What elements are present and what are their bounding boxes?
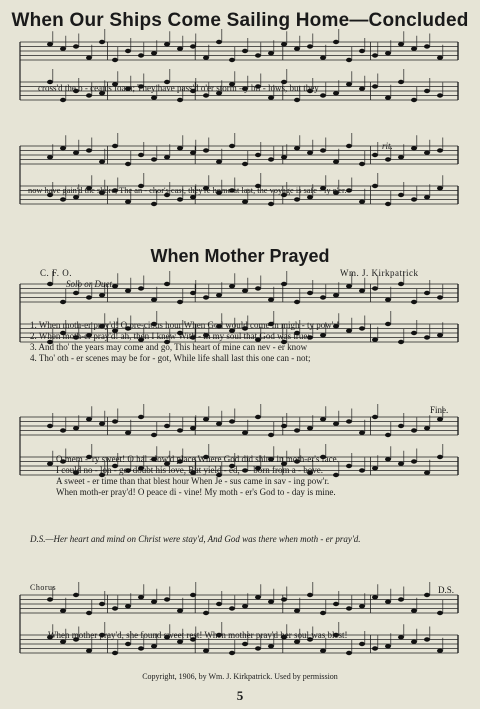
chorus-lyric: When mother pray'd, she found sweet rest! When mother pray'd her soul was blest! (48, 630, 348, 640)
note-head (164, 597, 170, 601)
note-head (333, 293, 339, 297)
note-head (398, 635, 404, 639)
note-head (346, 606, 352, 610)
note-head (216, 293, 222, 297)
note-head (216, 422, 222, 426)
note-head (125, 642, 131, 646)
note-head (47, 597, 53, 601)
note-head (385, 322, 391, 326)
rit-mark: rit. (382, 141, 393, 151)
note-head (437, 148, 443, 152)
note-head (164, 155, 170, 159)
note-head (203, 649, 209, 653)
note-head (177, 428, 183, 432)
note-head (138, 415, 144, 419)
note-head (346, 58, 352, 62)
note-head (151, 433, 157, 437)
note-head (125, 604, 131, 608)
lyric-line-1: cross'd the o - cean's foam; They have pass'd o'er storm - y bil - lows, but they (38, 83, 319, 93)
note-head (281, 424, 287, 428)
note-head (359, 468, 365, 472)
note-head (112, 284, 118, 288)
note-head (385, 433, 391, 437)
note-head (164, 42, 170, 46)
note-head (177, 146, 183, 150)
note-head (86, 148, 92, 152)
note-head (216, 602, 222, 606)
note-head (177, 300, 183, 304)
note-head (151, 600, 157, 604)
note-head (398, 42, 404, 46)
verse-line: O mem - 'ry sweet! O hal - low'd place Where God did shine in moth-er's face. (56, 454, 339, 464)
note-head (255, 415, 261, 419)
note-head (346, 419, 352, 423)
note-head (294, 146, 300, 150)
note-head (437, 611, 443, 615)
note-head (372, 466, 378, 470)
note-head (125, 49, 131, 53)
ds-mark: D.S. (438, 585, 455, 595)
note-head (203, 148, 209, 152)
note-head (346, 464, 352, 468)
note-head (385, 457, 391, 461)
note-head (99, 40, 105, 44)
note-head (242, 604, 248, 608)
note-head (385, 600, 391, 604)
note-head (190, 593, 196, 597)
note-head (151, 157, 157, 161)
performance-note: Solo or Duet (66, 279, 112, 289)
note-head (229, 651, 235, 655)
note-head (346, 651, 352, 655)
note-head (242, 289, 248, 293)
note-head (411, 459, 417, 463)
note-head (346, 284, 352, 288)
note-head (177, 98, 183, 102)
note-head (346, 144, 352, 148)
note-head (372, 415, 378, 419)
note-head (99, 422, 105, 426)
note-head (385, 298, 391, 302)
note-head (60, 300, 66, 304)
note-head (294, 428, 300, 432)
note-head (229, 58, 235, 62)
note-head (320, 148, 326, 152)
note-head (177, 609, 183, 613)
note-head (281, 155, 287, 159)
note-head (398, 155, 404, 159)
note-head (437, 417, 443, 421)
note-head (151, 644, 157, 648)
composer-credit: Wm. J. Kirkpatrick (340, 268, 419, 278)
verse-line: 1. When moth-er pray'd! O pre-cious hour When God would come in migh - ty pow'r! (30, 320, 340, 330)
note-head (151, 96, 157, 100)
note-head (424, 593, 430, 597)
song-title-mother: When Mother Prayed (150, 246, 330, 266)
note-head (73, 426, 79, 430)
verse-line: When moth-er pray'd! O peace di - vine! My moth - er's God to - day is mine. (56, 487, 336, 497)
note-head (47, 462, 53, 466)
note-head (437, 455, 443, 459)
note-head (398, 80, 404, 84)
note-head (424, 471, 430, 475)
note-head (333, 602, 339, 606)
note-head (99, 293, 105, 297)
note-head (86, 417, 92, 421)
note-head (138, 646, 144, 650)
note-head (190, 291, 196, 295)
note-head (346, 188, 352, 192)
note-head (242, 49, 248, 53)
note-head (372, 153, 378, 157)
note-head (86, 649, 92, 653)
note-head (346, 82, 352, 86)
note-head (359, 162, 365, 166)
note-head (424, 637, 430, 641)
note-head (60, 98, 66, 102)
note-head (268, 202, 274, 206)
note-head (203, 295, 209, 299)
note-head (424, 89, 430, 93)
note-head (268, 600, 274, 604)
note-head (242, 431, 248, 435)
note-head (372, 595, 378, 599)
note-head (346, 329, 352, 333)
note-head (359, 326, 365, 330)
note-head (411, 331, 417, 335)
note-head (333, 91, 339, 95)
note-head (320, 56, 326, 60)
note-head (216, 160, 222, 164)
note-head (333, 160, 339, 164)
note-head (398, 193, 404, 197)
note-head (268, 644, 274, 648)
note-head (138, 53, 144, 57)
note-head (112, 58, 118, 62)
note-head (86, 56, 92, 60)
note-head (424, 195, 430, 199)
note-head (320, 611, 326, 615)
note-head (359, 87, 365, 91)
note-head (320, 295, 326, 299)
note-head (411, 197, 417, 201)
note-head (437, 93, 443, 97)
note-head (411, 609, 417, 613)
note-head (437, 295, 443, 299)
note-head (190, 426, 196, 430)
note-head (359, 289, 365, 293)
note-head (424, 151, 430, 155)
note-head (307, 44, 313, 48)
note-head (164, 282, 170, 286)
note-head (372, 286, 378, 290)
note-head (242, 162, 248, 166)
note-head (73, 593, 79, 597)
verse-line: A sweet - er time than that blest hour When Je - sus came in sav - ing pow'r. (56, 476, 330, 486)
note-head (294, 300, 300, 304)
note-head (99, 602, 105, 606)
note-head (112, 651, 118, 655)
note-head (398, 462, 404, 466)
note-head (294, 609, 300, 613)
note-head (411, 428, 417, 432)
note-head (385, 157, 391, 161)
note-head (229, 144, 235, 148)
note-head (190, 151, 196, 155)
chorus-label: Chorus (30, 583, 57, 592)
note-head (138, 153, 144, 157)
note-head (255, 53, 261, 57)
note-head (47, 424, 53, 428)
page-number: 5 (236, 688, 244, 703)
note-head (203, 417, 209, 421)
note-head (86, 611, 92, 615)
note-head (47, 42, 53, 46)
note-head (255, 286, 261, 290)
note-head (138, 286, 144, 290)
note-head (437, 186, 443, 190)
note-head (125, 289, 131, 293)
note-head (411, 98, 417, 102)
note-head (359, 642, 365, 646)
note-head (138, 595, 144, 599)
note-head (125, 431, 131, 435)
note-head (307, 291, 313, 295)
note-head (216, 40, 222, 44)
copyright-notice: Copyright, 1906, by Wm. J. Kirkpatrick. Used by permission (142, 672, 338, 681)
note-head (398, 282, 404, 286)
note-head (60, 197, 66, 201)
note-head (411, 47, 417, 51)
note-head (151, 51, 157, 55)
note-head (372, 53, 378, 57)
verses-block-b (56, 454, 339, 498)
note-head (190, 44, 196, 48)
note-head (411, 300, 417, 304)
note-head (411, 640, 417, 644)
note-head (307, 426, 313, 430)
note-head (398, 424, 404, 428)
note-head (60, 146, 66, 150)
note-head (60, 47, 66, 51)
note-head (307, 593, 313, 597)
note-head (60, 609, 66, 613)
note-head (281, 42, 287, 46)
note-head (73, 291, 79, 295)
note-head (268, 433, 274, 437)
note-head (125, 162, 131, 166)
note-head (372, 338, 378, 342)
fine-mark: Fine. (430, 405, 449, 415)
note-head (320, 649, 326, 653)
verse-line: 3. And tho' the years may come and go, This heart of mine can nev - er know (30, 342, 308, 352)
note-head (229, 419, 235, 423)
note-head (294, 197, 300, 201)
note-head (281, 597, 287, 601)
note-head (385, 96, 391, 100)
note-head (333, 40, 339, 44)
note-head (333, 422, 339, 426)
lyric-line-2: now have gain'd the shore, The an - chor's cast, they're home at last, the voyage is safe - ly o'er. (28, 186, 347, 195)
note-head (372, 184, 378, 188)
lyricist-credit: C. F. O. (40, 268, 73, 278)
note-head (385, 202, 391, 206)
note-head (255, 646, 261, 650)
note-head (86, 295, 92, 299)
note-head (177, 47, 183, 51)
note-head (359, 49, 365, 53)
note-head (112, 419, 118, 423)
song-title-ships: When Our Ships Come Sailing Home—Concluded (11, 10, 469, 31)
note-head (294, 98, 300, 102)
note-head (164, 424, 170, 428)
note-head (47, 282, 53, 286)
note-head (385, 51, 391, 55)
note-head (437, 56, 443, 60)
note-head (307, 151, 313, 155)
note-head (255, 595, 261, 599)
note-head (281, 282, 287, 286)
note-head (112, 606, 118, 610)
note-head (398, 340, 404, 344)
verse-line: I could no - lon - ger doubt his love, But yield - ed, — born from a - bove. (56, 465, 323, 475)
note-head (359, 200, 365, 204)
note-head (424, 426, 430, 430)
ds-line: D.S.—Her heart and mind on Christ were stay'd, And God was there when moth - er pray'd. (30, 534, 361, 544)
note-head (437, 333, 443, 337)
note-head (242, 642, 248, 646)
note-head (359, 604, 365, 608)
verse-line: 4. Tho' oth - er scenes may be for - got, While life shall last this one can - not; (30, 353, 311, 363)
note-head (268, 51, 274, 55)
verses-block-a (30, 320, 339, 364)
note-head (320, 417, 326, 421)
note-head (99, 160, 105, 164)
note-head (60, 428, 66, 432)
note-head (255, 153, 261, 157)
note-head (320, 93, 326, 97)
verse-line: 2. When moth-er pray'd! ah, then I knew With - in my soul that God was true; (30, 331, 310, 341)
note-head (372, 84, 378, 88)
note-head (424, 335, 430, 339)
note-head (268, 96, 274, 100)
note-head (424, 44, 430, 48)
note-head (203, 611, 209, 615)
note-head (151, 202, 157, 206)
note-head (424, 291, 430, 295)
note-head (73, 44, 79, 48)
note-head (112, 144, 118, 148)
note-head (411, 146, 417, 150)
note-head (229, 606, 235, 610)
note-head (73, 151, 79, 155)
note-head (203, 56, 209, 60)
note-head (268, 157, 274, 161)
note-head (437, 649, 443, 653)
note-head (359, 431, 365, 435)
note-head (125, 200, 131, 204)
note-head (177, 197, 183, 201)
note-head (385, 644, 391, 648)
note-head (242, 200, 248, 204)
note-head (151, 298, 157, 302)
note-head (294, 47, 300, 51)
note-head (268, 298, 274, 302)
note-head (47, 155, 53, 159)
note-head (398, 597, 404, 601)
note-head (372, 646, 378, 650)
note-head (229, 284, 235, 288)
